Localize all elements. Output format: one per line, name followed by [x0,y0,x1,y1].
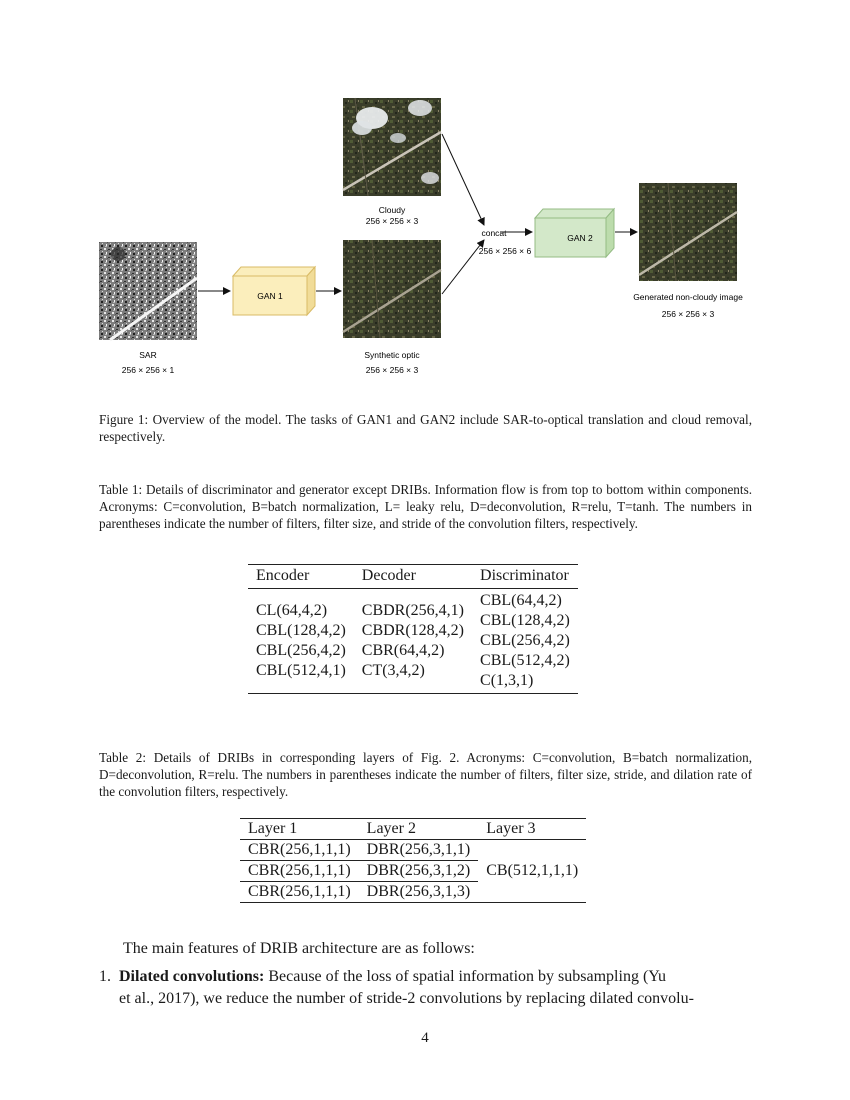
cloudy-image [343,98,441,196]
model-overview-figure [0,0,850,400]
table2-layer1-cell: CBR(256,1,1,1) [240,840,359,861]
generated-label: Generated non-cloudy image [633,292,743,302]
table2 [240,818,586,903]
table2-layer1-cell: CBR(256,1,1,1) [248,883,351,900]
encoder-layer: CBL(128,4,2) [256,622,346,639]
table2-header-layer1: Layer 1 [240,819,359,840]
table2-caption: Table 2: Details of DRIBs in corresponding layers of Fig. 2. Acronyms: C=convolution, B=batch normalization, D=deconvolution, R=relu. The numbers in parentheses indicate the number of filters, filter size, stride, and dilation rate of the convolution filters, respectively. [99,750,752,799]
decoder-layer: CBDR(128,4,2) [361,622,465,639]
list-item-dilated-convolutions [119,966,751,988]
concat-dims: 256 × 256 × 6 [478,246,532,256]
encoder-layer: CL(64,4,2) [256,602,328,619]
list-item-text-line2: et al., 2017), we reduce the number of stride-2 convolutions by replacing dilated convolu- [119,990,694,1007]
table2-layer2-cell: DBR(256,3,1,3) [366,883,471,900]
table1-header-discriminator: Discriminator [472,565,578,589]
table2-header-layer2: Layer 2 [359,819,479,840]
table1-header-row [248,565,578,589]
encoder-layer: CBL(512,4,1) [256,662,346,679]
generated-dims: 256 × 256 × 3 [661,309,715,319]
sar-dims: 256 × 256 × 1 [121,365,175,375]
list-item-text-line1: Because of the loss of spatial information by subsampling (Yu [268,968,667,985]
table1-header-decoder: Decoder [354,565,472,589]
gan2-label: GAN 2 [567,233,593,243]
page-number: 4 [421,1030,429,1046]
discriminator-layer: CBL(64,4,2) [480,592,562,609]
arrow-synthetic-to-concat [442,240,484,294]
decoder-layer: CT(3,4,2) [361,662,425,679]
discriminator-layer: CBL(512,4,2) [480,652,570,669]
table1-discriminator-cell [472,589,578,694]
arrow-cloudy-to-concat [442,134,484,225]
discriminator-layer: CBL(128,4,2) [480,612,570,629]
concat-label: concat [481,228,507,238]
table1 [248,564,578,694]
synthetic-dims: 256 × 256 × 3 [365,365,419,375]
drib-intro-paragraph: The main features of DRIB architecture are as follows: [123,940,475,957]
table2-header-layer3: Layer 3 [478,819,586,840]
sar-image [99,242,197,340]
figure-caption: Figure 1: Overview of the model. The tasks of GAN1 and GAN2 include SAR-to-optical translation and cloud removal, respectively. [99,412,752,444]
gan1-label: GAN 1 [257,291,283,301]
generated-image [639,183,737,281]
discriminator-layer: C(1,3,1) [480,672,534,689]
decoder-layer: CBR(64,4,2) [361,642,445,659]
table1-header-encoder: Encoder [248,565,354,589]
table2-header-row [240,819,586,840]
table1-body-row [248,589,578,694]
encoder-layer: CBL(256,4,2) [256,642,346,659]
synthetic-optic-image [343,240,441,338]
decoder-layer: CBDR(256,4,1) [361,602,465,619]
table2-layer2-cell: DBR(256,3,1,1) [359,840,479,861]
table1-decoder-cell [354,589,472,694]
table2-row [240,840,586,861]
list-item-number: 1. [99,968,111,985]
sar-label: SAR [139,350,157,360]
table1-encoder-cell [248,589,354,694]
table2-layer2-cell: DBR(256,3,1,2) [359,861,479,882]
cloudy-label: Cloudy [378,205,406,215]
discriminator-layer: CBL(256,4,2) [480,632,570,649]
synthetic-label: Synthetic optic [364,350,420,360]
table2-layer1-cell: CBR(256,1,1,1) [240,861,359,882]
cloudy-dims: 256 × 256 × 3 [365,216,419,226]
list-item-title: Dilated convolutions: [119,968,265,985]
table2-layer3-cell: CB(512,1,1,1) [486,862,579,879]
table1-caption: Table 1: Details of discriminator and generator except DRIBs. Information flow is from top to bottom within components. Acronyms: C=convolution, B=batch normalization, L= leaky relu, D=deconvolution, R=relu, T=tanh. The numbers in parentheses indicate the number of filters, filter size, and stride of the convolution filters, respectively. [99,482,752,531]
